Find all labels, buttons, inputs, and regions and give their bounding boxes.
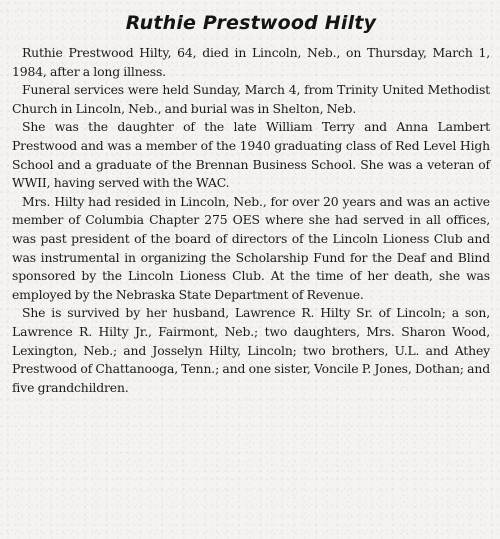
- paragraph-death-notice: Ruthie Prestwood Hilty, 64, died in Lincoln, Neb., on Thursday, March 1, 1984, after a long illness.: [12, 45, 490, 79]
- paragraph-survivors: She is survived by her husband, Lawrence R. Hilty Sr. of Lincoln; a son, Lawrence R. Hilty Jr., Fairmont, Neb.; two daughters, Mrs. Sharon Wood, Lexington, Neb.; and Josselyn Hilty, Lincoln; two brothers, U.L. and Athey Prestwood of Chattanooga, Tenn.; and one sister, Voncile P. Jones, Dothan; and five grandchildren.: [12, 305, 490, 395]
- headline: Ruthie Prestwood Hilty: [125, 12, 377, 34]
- article-body: [12, 44, 490, 397]
- paragraph-activities: Mrs. Hilty had resided in Lincoln, Neb., for over 20 years and was an active member of Columbia Chapter 275 OES where she had served in all offices, was past president of the board of directors of the Lincoln Lioness Club and was instrumental in organizing the Scholarship Fund for the Deaf and Blind sponsored by the Lincoln Lioness Club. At the time of her death, she was employed by the Nebraska State Department of Revenue.: [12, 193, 490, 302]
- paragraph-biography: She was the daughter of the late William Terry and Anna Lambert Prestwood and was a member of the 1940 graduating class of Red Level High School and a graduate of the Brennan Business School. She was a veteran of WWII, having served with the WAC.: [12, 119, 490, 191]
- paragraph-funeral: Funeral services were held Sunday, March 4, from Trinity United Methodist Church in Lincoln, Neb., and burial was in Shelton, Neb.: [12, 82, 490, 116]
